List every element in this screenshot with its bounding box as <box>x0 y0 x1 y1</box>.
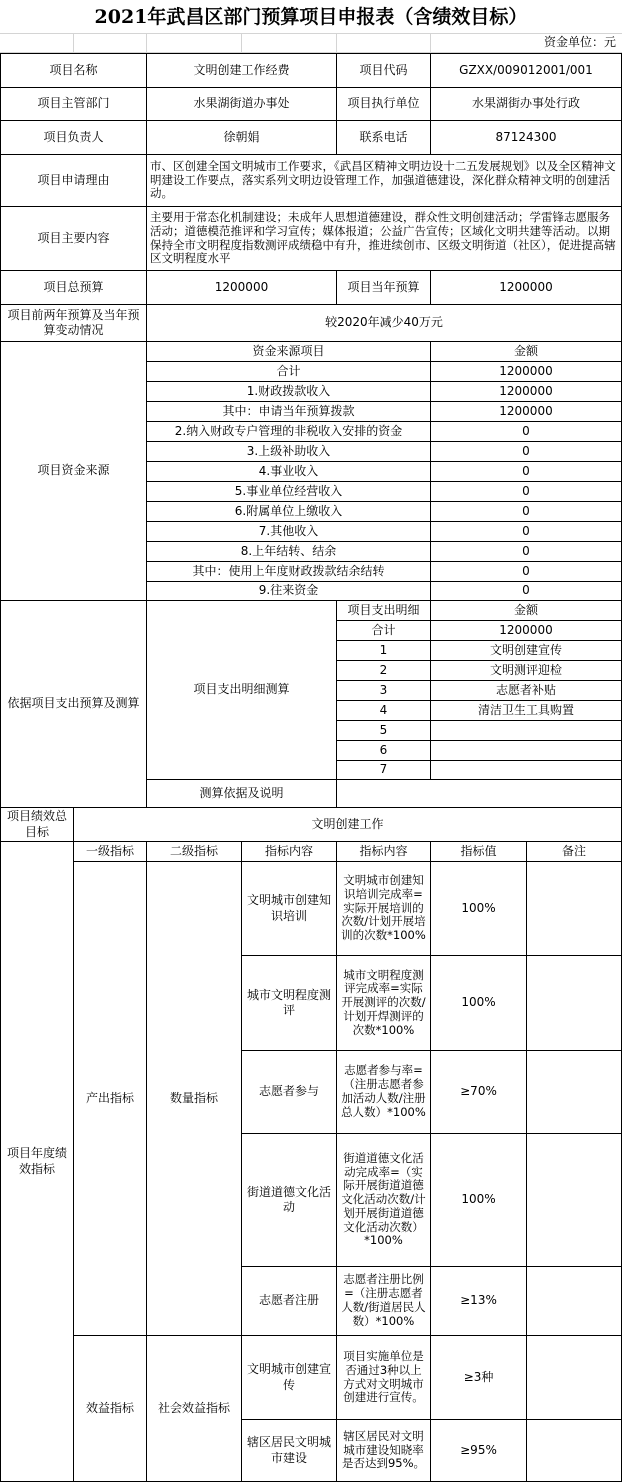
year-budget-label: 项目当年预算 <box>336 270 431 305</box>
indicator-name: 文明城市创建宣传 <box>241 1335 337 1420</box>
goal-value: 文明创建工作 <box>73 807 622 842</box>
total-budget-value: 1200000 <box>146 270 337 305</box>
expense-row-item: 3 <box>336 680 431 701</box>
budget-change-value: 较2020年减少40万元 <box>146 304 622 342</box>
expense-row-amount <box>430 720 622 741</box>
header-level2: 二级指标 <box>146 841 242 862</box>
indicator-name: 辖区居民文明城市建设 <box>241 1419 337 1482</box>
indicator-value: 100% <box>430 955 527 1051</box>
indicator-name: 志愿者参与 <box>241 1050 337 1134</box>
indicator-desc: 志愿者参与率=（注册志愿者参加活动人数/注册总人数）*100% <box>336 1050 431 1134</box>
phone-value: 87124300 <box>430 120 622 155</box>
budget-change-label: 项目前两年预算及当年预算变动情况 <box>0 304 147 342</box>
expense-label: 依据项目支出预算及测算 <box>0 600 147 808</box>
expense-header-amount: 金额 <box>430 600 622 621</box>
header-indicator-value: 指标值 <box>430 841 527 862</box>
expense-row-amount: 志愿者补贴 <box>430 680 622 701</box>
indicator-name: 文明城市创建知识培训 <box>241 861 337 956</box>
funding-row-item: 4.事业收入 <box>146 461 431 482</box>
indicator-note <box>526 1266 622 1336</box>
expense-row-item: 5 <box>336 720 431 741</box>
content-label: 项目主要内容 <box>0 206 147 271</box>
goal-label: 项目绩效总目标 <box>0 807 74 842</box>
basis-value <box>336 779 622 808</box>
funding-row-amount: 0 <box>430 581 622 601</box>
expense-row-amount <box>430 740 622 761</box>
funding-row-amount: 0 <box>430 541 622 562</box>
expense-row-item: 4 <box>336 700 431 721</box>
indicator-desc: 项目实施单位是否通过3种以上方式对文明城市创建进行宣传。 <box>336 1335 431 1420</box>
funding-header-item: 资金来源项目 <box>146 341 431 362</box>
annual-indicators-label: 项目年度绩效指标 <box>0 841 74 1482</box>
exec-unit-value: 水果湖街办事处行政 <box>430 87 622 121</box>
funding-row-amount: 0 <box>430 501 622 522</box>
person-value: 徐朝娟 <box>146 120 337 155</box>
funding-row-amount: 0 <box>430 421 622 442</box>
expense-row-item: 1 <box>336 640 431 661</box>
effect-indicator-label: 效益指标 <box>73 1335 147 1482</box>
expense-row-item: 6 <box>336 740 431 761</box>
funding-row-item: 其中：使用上年度财政拨款结余结转 <box>146 561 431 582</box>
project-code-label: 项目代码 <box>336 53 431 88</box>
indicator-note <box>526 861 622 956</box>
output-indicator-label: 产出指标 <box>73 861 147 1336</box>
indicator-desc: 辖区居民对文明城市建设知晓率是否达到95%。 <box>336 1419 431 1482</box>
indicator-value: ≥3种 <box>430 1335 527 1420</box>
person-label: 项目负责人 <box>0 120 147 155</box>
indicator-desc: 城市文明程度测评完成率=实际开展测评的次数/计划开焊测评的次数*100% <box>336 955 431 1051</box>
expense-row-amount <box>430 760 622 780</box>
funding-row-amount: 0 <box>430 521 622 542</box>
indicator-name: 城市文明程度测评 <box>241 955 337 1051</box>
expense-row-amount: 1200000 <box>430 620 622 641</box>
funding-row-item: 8.上年结转、结余 <box>146 541 431 562</box>
indicator-note <box>526 955 622 1051</box>
expense-row-amount: 清洁卫生工具购置 <box>430 700 622 721</box>
expense-row-item: 7 <box>336 760 431 780</box>
funding-row-amount: 0 <box>430 441 622 462</box>
indicator-note <box>526 1335 622 1420</box>
expense-header-item: 项目支出明细 <box>336 600 431 621</box>
indicator-value: 100% <box>430 1133 527 1267</box>
funding-label: 项目资金来源 <box>0 341 147 601</box>
header-indicator-content: 指标内容 <box>336 841 431 862</box>
expense-row-amount: 文明测评迎检 <box>430 660 622 681</box>
sheet-gridlines <box>0 0 622 60</box>
indicator-value: 100% <box>430 861 527 956</box>
funding-row-amount: 0 <box>430 481 622 502</box>
expense-row-amount: 文明创建宣传 <box>430 640 622 661</box>
funding-row-item: 1.财政拨款收入 <box>146 381 431 402</box>
header-indicator-name: 指标内容 <box>241 841 337 862</box>
funding-row-item: 3.上级补助收入 <box>146 441 431 462</box>
indicator-value: ≥13% <box>430 1266 527 1336</box>
dept-value: 水果湖街道办事处 <box>146 87 337 121</box>
header-level1: 一级指标 <box>73 841 147 862</box>
dept-label: 项目主管部门 <box>0 87 147 121</box>
page-title: 2021年武昌区部门预算项目申报表（含绩效目标） <box>94 6 528 28</box>
funding-row-amount: 1200000 <box>430 361 622 382</box>
phone-label: 联系电话 <box>336 120 431 155</box>
exec-unit-label: 项目执行单位 <box>336 87 431 121</box>
project-name-label: 项目名称 <box>0 53 147 88</box>
indicator-note <box>526 1419 622 1482</box>
content-value: 主要用于常态化机制建设；未成年人思想道德建设，群众性文明创建活动；学雷锋志愿服务活动；道德模范推评和学习宣传；媒体报道；公益广告宣传；区域化文明共建等活动。以期保持全市文明程度指数测评成绩稳中有升，推进续创市、区级文明街道（社区），促进提高辖区文明程度水平 <box>146 206 622 271</box>
indicator-desc: 街道道德文化活动完成率=（实际开展街道道德文化活动次数/计划开展街道道德文化活动次数）*100% <box>336 1133 431 1267</box>
indicator-value: ≥95% <box>430 1419 527 1482</box>
funding-row-item: 7.其他收入 <box>146 521 431 542</box>
indicator-note <box>526 1133 622 1267</box>
indicator-value: ≥70% <box>430 1050 527 1134</box>
funding-row-item: 5.事业单位经营收入 <box>146 481 431 502</box>
funding-row-amount: 1200000 <box>430 381 622 402</box>
indicator-name: 街道道德文化活动 <box>241 1133 337 1267</box>
indicator-desc: 志愿者注册比例=（注册志愿者人数/街道居民人数）*100% <box>336 1266 431 1336</box>
quantity-indicator-label: 数量指标 <box>146 861 242 1336</box>
project-name-value: 文明创建工作经费 <box>146 53 337 88</box>
expense-row-item: 2 <box>336 660 431 681</box>
expense-sublabel: 项目支出明细测算 <box>146 600 337 780</box>
indicator-note <box>526 1050 622 1134</box>
header-remark: 备注 <box>526 841 622 862</box>
funding-header-amount: 金额 <box>430 341 622 362</box>
funding-row-item: 6.附属单位上缴收入 <box>146 501 431 522</box>
indicator-desc: 文明城市创建知识培训完成率=实际开展培训的次数/计划开展培训的次数*100% <box>336 861 431 956</box>
total-budget-label: 项目总预算 <box>0 270 147 305</box>
basis-label: 测算依据及说明 <box>146 779 337 808</box>
reason-label: 项目申请理由 <box>0 154 147 207</box>
funding-row-amount: 1200000 <box>430 401 622 422</box>
reason-value: 市、区创建全国文明城市工作要求，《武昌区精神文明边设十二五发展规划》以及全区精神文明建设工作要点，落实系列文明边设管理工作，加强道德建设，深化群众精神文明的创建活动。 <box>146 154 622 207</box>
funding-row-item: 2.纳入财政专户管理的非税收入安排的资金 <box>146 421 431 442</box>
funding-row-item: 9.往来资金 <box>146 581 431 601</box>
indicator-name: 志愿者注册 <box>241 1266 337 1336</box>
currency-unit: 资金单位：元 <box>543 35 616 49</box>
funding-row-item: 合计 <box>146 361 431 382</box>
social-indicator-label: 社会效益指标 <box>146 1335 242 1482</box>
year-budget-value: 1200000 <box>430 270 622 305</box>
funding-row-amount: 0 <box>430 461 622 482</box>
expense-row-item: 合计 <box>336 620 431 641</box>
project-code-value: GZXX/009012001/001 <box>430 53 622 88</box>
funding-row-amount: 0 <box>430 561 622 582</box>
funding-row-item: 其中：申请当年预算拨款 <box>146 401 431 422</box>
